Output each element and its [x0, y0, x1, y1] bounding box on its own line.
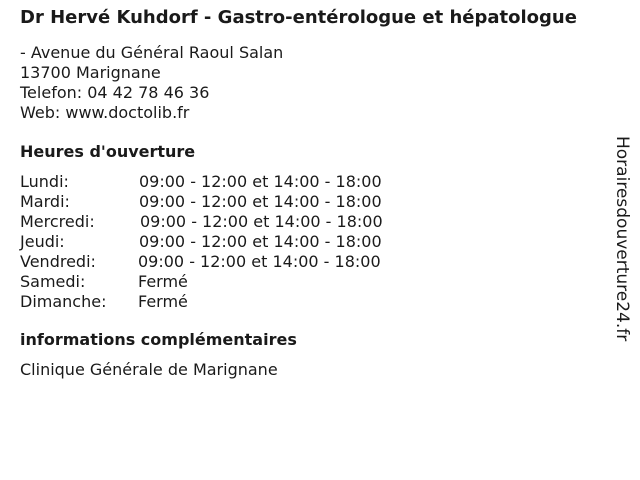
page-title: Dr Hervé Kuhdorf - Gastro-entérologue et hépatologue: [20, 7, 577, 28]
day-label: Mercredi:: [20, 212, 95, 231]
day-hours: 09:00 - 12:00 et 14:00 - 18:00: [139, 172, 382, 191]
hours-row-friday: [20, 252, 600, 272]
day-label: Dimanche:: [20, 292, 107, 311]
city-address: 13700 Marignane: [20, 63, 161, 82]
hours-row-saturday: [20, 272, 600, 292]
day-label: Lundi:: [20, 172, 69, 191]
watermark-text: Horairesdouverture24.fr: [612, 136, 632, 342]
day-label: Jeudi:: [20, 232, 65, 251]
hours-row-sunday: [20, 292, 600, 312]
day-label: Mardi:: [20, 192, 70, 211]
watermark: [612, 136, 632, 372]
street-address: - Avenue du Général Raoul Salan: [20, 43, 284, 62]
hours-table: [20, 172, 600, 312]
hours-heading: Heures d'ouverture: [20, 142, 196, 161]
phone-number: Telefon: 04 42 78 46 36: [20, 83, 210, 102]
hours-row-wednesday: [20, 212, 600, 232]
day-label: Vendredi:: [20, 252, 96, 271]
day-hours: Fermé: [138, 292, 188, 311]
hours-row-thursday: [20, 232, 600, 252]
contact-block: [20, 43, 600, 123]
day-hours: 09:00 - 12:00 et 14:00 - 18:00: [139, 232, 382, 251]
info-heading: informations complémentaires: [20, 330, 297, 349]
hours-row-tuesday: [20, 192, 600, 212]
day-hours: 09:00 - 12:00 et 14:00 - 18:00: [140, 212, 383, 231]
info-text: Clinique Générale de Marignane: [20, 360, 278, 379]
business-details: [20, 6, 600, 380]
day-hours: 09:00 - 12:00 et 14:00 - 18:00: [139, 192, 382, 211]
website: Web: www.doctolib.fr: [20, 103, 190, 122]
hours-row-monday: [20, 172, 600, 192]
day-label: Samedi:: [20, 272, 86, 291]
day-hours: Fermé: [138, 272, 188, 291]
day-hours: 09:00 - 12:00 et 14:00 - 18:00: [138, 252, 381, 271]
